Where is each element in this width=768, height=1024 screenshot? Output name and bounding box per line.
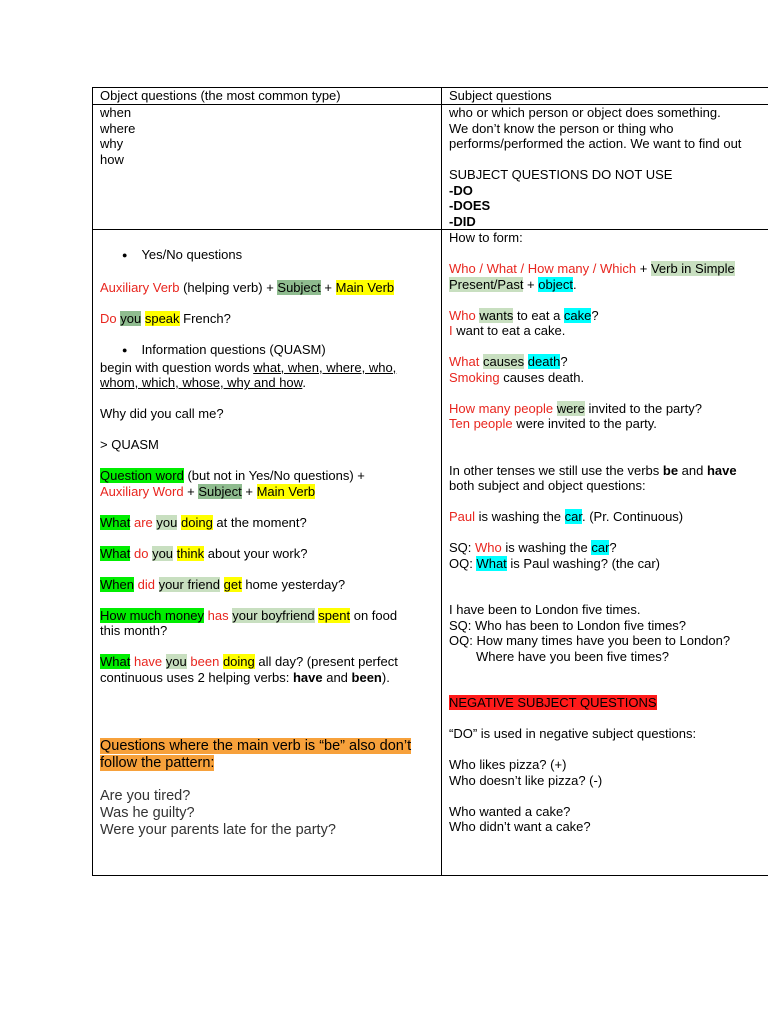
- formula-yes-no: Auxiliary Verb (helping verb) + Subject + Main Verb: [100, 280, 395, 295]
- example-info: What do you think about your work?: [100, 545, 308, 561]
- question-words-line: whom, which, whose, why and how.: [100, 375, 306, 390]
- london-sq: SQ: Who has been to London five times?: [449, 617, 687, 633]
- word-where: where: [100, 120, 136, 136]
- example-info-cont: continuous uses 2 helping verbs: have and been).: [100, 669, 390, 685]
- be-question: Was he guilty?: [100, 805, 195, 821]
- word-why: why: [100, 136, 124, 151]
- header-subject-questions: Subject questions: [442, 88, 768, 105]
- subject-example: What causes death?: [449, 354, 568, 369]
- question-words-line: begin with question words what, when, where, who,: [100, 359, 397, 375]
- paul-example: Paul is washing the car. (Pr. Continuous): [449, 509, 684, 524]
- subject-questions-cell: [442, 230, 768, 876]
- london-oq-2: Where have you been five times?: [476, 648, 669, 664]
- do-item: -DO: [449, 182, 473, 198]
- london-oq: OQ: How many times have you been to London?: [449, 633, 731, 648]
- questions-table: [92, 87, 768, 876]
- formula-info: Question word (but not in Yes/No questions) +: [100, 468, 365, 483]
- sq-example: SQ: Who is washing the car?: [449, 540, 617, 555]
- does-item: -DOES: [449, 198, 491, 213]
- did-item: -DID: [449, 213, 476, 229]
- how-to-form: How to form:: [449, 230, 523, 245]
- bullet-yes-no: ● Yes/No questions: [100, 247, 441, 265]
- example-info-cont: this month?: [100, 623, 168, 638]
- subject-example: Who wants to eat a cake?: [449, 307, 599, 323]
- cake-positive: Who wanted a cake?: [449, 803, 571, 819]
- do-not-use-heading: SUBJECT QUESTIONS DO NOT USE: [449, 167, 673, 182]
- subject-answer: I want to eat a cake.: [449, 323, 566, 338]
- row-question-words: [93, 105, 768, 230]
- other-tenses: In other tenses we still use the verbs be and have: [449, 462, 737, 478]
- word-how: how: [100, 151, 124, 167]
- row-how-to-form: [93, 230, 768, 876]
- word-when: when: [100, 105, 132, 120]
- london-example: I have been to London five times.: [449, 602, 641, 617]
- negative-heading: NEGATIVE SUBJECT QUESTIONS: [449, 695, 657, 710]
- quasm-label: > QUASM: [100, 437, 159, 452]
- example-why: Why did you call me?: [100, 406, 224, 421]
- example-yes-no: Do you speak French?: [100, 311, 231, 326]
- header-row: [93, 88, 768, 105]
- question-words-cell: [93, 105, 442, 230]
- header-object-questions: Object questions (the most common type): [93, 88, 442, 105]
- example-info: What have you been doing all day? (present perfect: [100, 654, 398, 669]
- oq-example: OQ: What is Paul washing? (the car): [449, 555, 660, 571]
- example-info: What are you doing at the moment?: [100, 514, 307, 530]
- subject-answer: Ten people were invited to the party.: [449, 416, 657, 431]
- be-question: Are you tired?: [100, 788, 191, 804]
- subject-formula-2: Present/Past + object.: [449, 276, 577, 292]
- subject-answer: Smoking causes death.: [449, 369, 585, 385]
- be-note: Questions where the main verb is “be” also don’t follow the pattern:: [100, 738, 412, 771]
- example-info: When did your friend get home yesterday?: [100, 576, 346, 592]
- subject-definition-cell: [442, 105, 768, 230]
- subject-example: How many people were invited to the party?: [449, 400, 702, 416]
- other-tenses-2: both subject and object questions:: [449, 478, 646, 493]
- definition-line: performs/performed the action. We want to find out: [449, 136, 742, 151]
- definition-line: We don’t know the person or thing who: [449, 120, 674, 136]
- be-question: Were your parents late for the party?: [100, 822, 336, 838]
- pizza-positive: Who likes pizza? (+): [449, 757, 567, 772]
- object-questions-cell: [93, 230, 442, 876]
- example-info: How much money has your boyfriend spent on food: [100, 607, 398, 623]
- formula-info-2: Auxiliary Word + Subject + Main Verb: [100, 483, 316, 499]
- bullet-information: ● Information questions (QUASM): [100, 342, 441, 360]
- cake-negative: Who didn’t want a cake?: [449, 819, 591, 834]
- subject-formula: Who / What / How many / Which + Verb in Simple: [449, 261, 735, 276]
- pizza-negative: Who doesn’t like pizza? (-): [449, 772, 603, 788]
- do-used-note: “DO” is used in negative subject questions:: [449, 726, 697, 741]
- definition-line: who or which person or object does something.: [449, 105, 721, 120]
